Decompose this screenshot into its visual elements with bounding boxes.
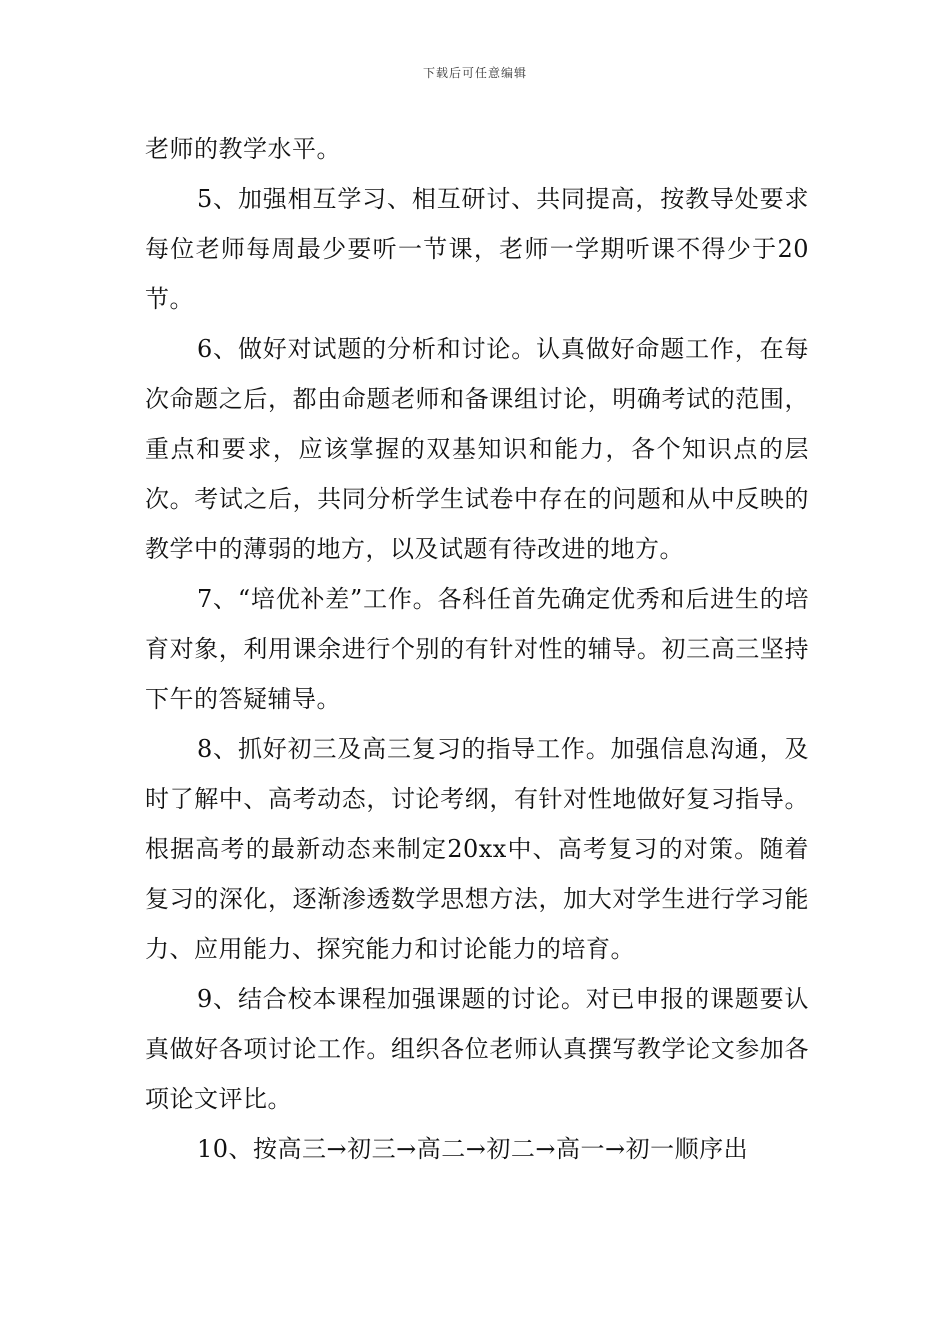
paragraph-item-8: 8、抓好初三及高三复习的指导工作。加强信息沟通，及时了解中、高考动态，讨论考纲，有针对性地做好复习指导。根据高考的最新动态来制定20xx中、高考复习的对策。随着复习的深化，逐渐渗透数学思想方法，加大对学生进行学习能力、应用能力、探究能力和讨论能力的培育。 [145,735,809,963]
paragraph-item-9: 9、结合校本课程加强课题的讨论。对已申报的课题要认真做好各项讨论工作。组织各位老师认真撰写教学论文参加各项论文评比。 [145,985,809,1113]
paragraph-item-7: 7、“培优补差”工作。各科任首先确定优秀和后进生的培育对象，利用课余进行个别的有针对性的辅导。初三高三坚持下午的答疑辅导。 [145,585,809,713]
paragraph-continuation: 老师的教学水平。 [145,135,341,163]
document-body [145,124,809,1174]
paragraph-item-6: 6、做好对试题的分析和讨论。认真做好命题工作，在每次命题之后，都由命题老师和备课组讨论，明确考试的范围，重点和要求，应该掌握的双基知识和能力，各个知识点的层次。考试之后，共同分析学生试卷中存在的问题和从中反映的教学中的薄弱的地方，以及试题有待改进的地方。 [145,335,809,563]
page-header: 下载后可任意编辑 [422,66,527,80]
paragraph-item-5: 5、加强相互学习、相互研讨、共同提高，按教导处要求每位老师每周最少要听一节课，老师一学期听课不得少于20节。 [145,185,809,313]
paragraph-item-10: 10、按高三→初三→高二→初二→高一→初一顺序出 [197,1135,749,1163]
